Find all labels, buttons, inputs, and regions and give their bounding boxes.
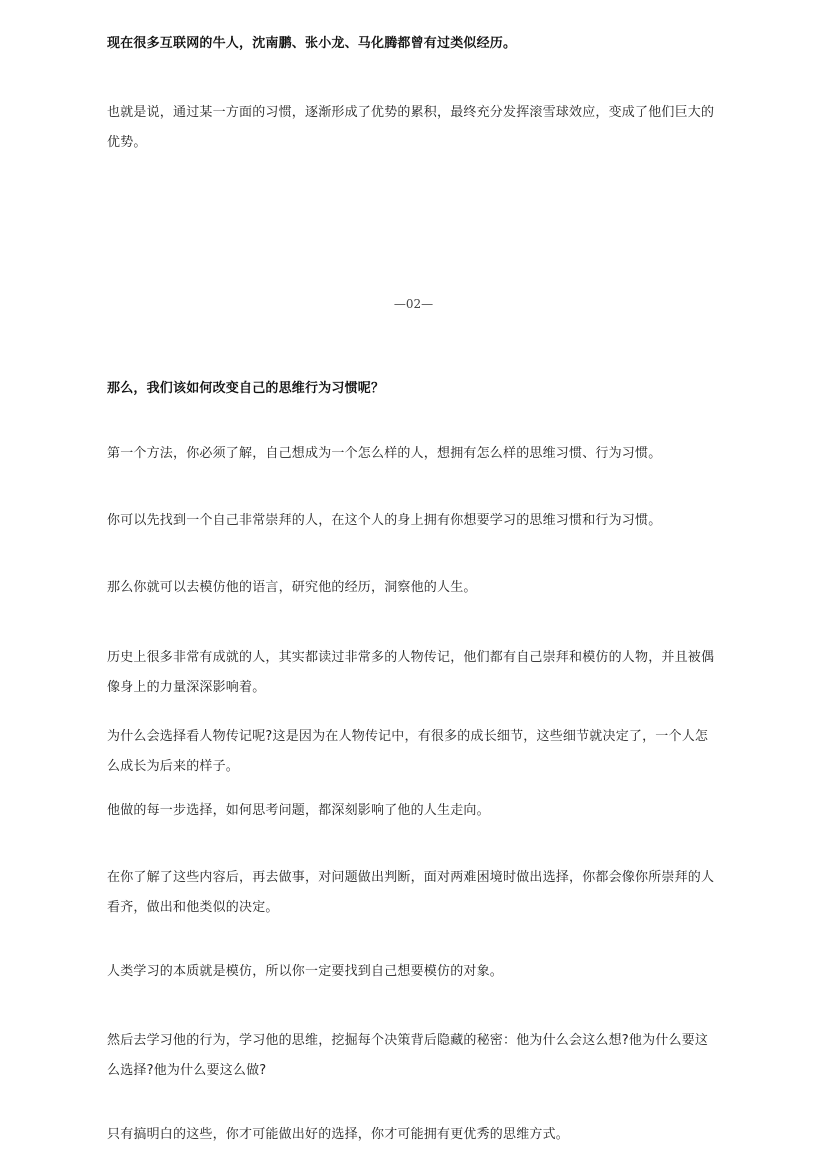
body-paragraph-first-method: 第一个方法，你必须了解，自己想成为一个怎么样的人，想拥有怎么样的思维习惯、行为习惯。 bbox=[107, 446, 662, 461]
body-paragraph-decisions: 在你了解了这些内容后，再去做事，对问题做出判断，面对两难困境时做出选择，你都会像你所崇拜的人看齐，做出和他类似的决定。 bbox=[107, 870, 715, 915]
paragraph-internet-leaders: 现在很多互联网的牛人，沈南鹏、张小龙、马化腾都曾有过类似经历。 bbox=[107, 36, 517, 51]
body-paragraph-why-biographies: 为什么会选择看人物传记呢?这是因为在人物传记中，有很多的成长细节，这些细节就决定了，一个人怎么成长为后来的样子。 bbox=[107, 729, 709, 774]
section-divider: —02— bbox=[393, 297, 434, 311]
body-paragraph-biographies: 历史上很多非常有成就的人，其实都读过非常多的人物传记，他们都有自己崇拜和模仿的人物，并且被偶像身上的力量深深影响着。 bbox=[107, 650, 715, 695]
body-paragraph-choices: 他做的每一步选择，如何思考问题，都深刻影响了他的人生走向。 bbox=[107, 803, 490, 818]
body-paragraph-find-idol: 你可以先找到一个自己非常崇拜的人，在这个人的身上拥有你想要学习的思维习惯和行为习惯。 bbox=[107, 513, 662, 528]
body-paragraph-imitate: 那么你就可以去模仿他的语言，研究他的经历，洞察他的人生。 bbox=[107, 580, 477, 595]
body-paragraph-learning-essence: 人类学习的本质就是模仿，所以你一定要找到自己想要模仿的对象。 bbox=[107, 964, 504, 979]
body-paragraph-learn-thinking: 然后去学习他的行为，学习他的思维，挖掘每个决策背后隐藏的秘密：他为什么会这么想?他为什么要这么选择?他为什么要这么做? bbox=[107, 1033, 709, 1078]
section-heading: 那么，我们该如何改变自己的思维行为习惯呢？ bbox=[107, 381, 385, 396]
paragraph-snowball-effect: 也就是说，通过某一方面的习惯，逐渐形成了优势的累积，最终充分发挥滚雪球效应，变成了他们巨大的优势。 bbox=[107, 105, 715, 150]
body-paragraph-conclusion: 只有搞明白的这些，你才可能做出好的选择，你才可能拥有更优秀的思维方式。 bbox=[107, 1127, 570, 1142]
